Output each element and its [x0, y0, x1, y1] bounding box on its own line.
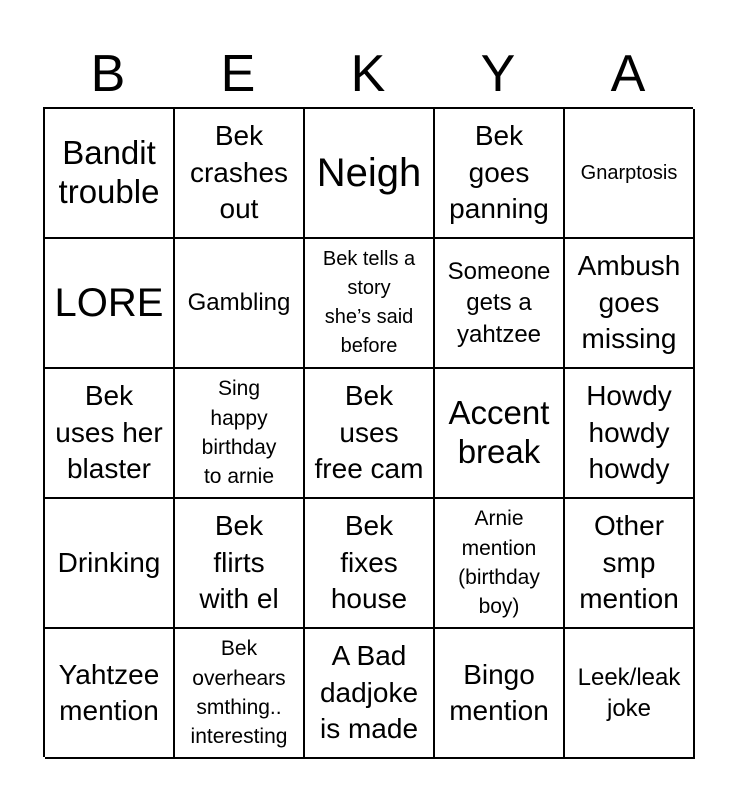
header-letter-e: E: [220, 45, 256, 103]
bingo-cell-r4c2[interactable]: Bek flirts with el: [175, 499, 305, 629]
bingo-cell-r1c1[interactable]: Bandit trouble: [45, 109, 175, 239]
bingo-cell-r5c1[interactable]: Yahtzee mention: [45, 629, 175, 759]
header-letter-a: A: [610, 45, 646, 103]
bingo-cell-r1c4[interactable]: Bek goes panning: [435, 109, 565, 239]
bingo-cell-r4c4[interactable]: Arnie mention (birthday boy): [435, 499, 565, 629]
bingo-cell-r1c2[interactable]: Bek crashes out: [175, 109, 305, 239]
bingo-cell-r3c4[interactable]: Accent break: [435, 369, 565, 499]
header-letter-b: B: [90, 45, 126, 103]
bingo-cell-r5c2[interactable]: Bek overhears smthing.. interesting: [175, 629, 305, 759]
bingo-header: [43, 40, 693, 108]
bingo-cell-r5c5[interactable]: Leek/leak joke: [565, 629, 695, 759]
bingo-cell-r2c1[interactable]: LORE: [45, 239, 175, 369]
bingo-cell-r5c4[interactable]: Bingo mention: [435, 629, 565, 759]
bingo-board: [43, 107, 693, 757]
header-letter-y: Y: [480, 45, 516, 103]
bingo-cell-r1c3[interactable]: Neigh: [305, 109, 435, 239]
bingo-cell-r3c3[interactable]: Bek uses free cam: [305, 369, 435, 499]
bingo-cell-r2c2[interactable]: Gambling: [175, 239, 305, 369]
bingo-cell-r3c2[interactable]: Sing happy birthday to arnie: [175, 369, 305, 499]
bingo-cell-r2c4[interactable]: Someone gets a yahtzee: [435, 239, 565, 369]
bingo-cell-r5c3[interactable]: A Bad dadjoke is made: [305, 629, 435, 759]
bingo-cell-r4c3[interactable]: Bek fixes house: [305, 499, 435, 629]
bingo-cell-r2c5[interactable]: Ambush goes missing: [565, 239, 695, 369]
bingo-cell-r3c5[interactable]: Howdy howdy howdy: [565, 369, 695, 499]
bingo-cell-r3c1[interactable]: Bek uses her blaster: [45, 369, 175, 499]
bingo-cell-r2c3[interactable]: Bek tells a story she’s said before: [305, 239, 435, 369]
header-letter-k: K: [350, 45, 386, 103]
bingo-cell-r4c1[interactable]: Drinking: [45, 499, 175, 629]
bingo-cell-r4c5[interactable]: Other smp mention: [565, 499, 695, 629]
bingo-cell-r1c5[interactable]: Gnarptosis: [565, 109, 695, 239]
